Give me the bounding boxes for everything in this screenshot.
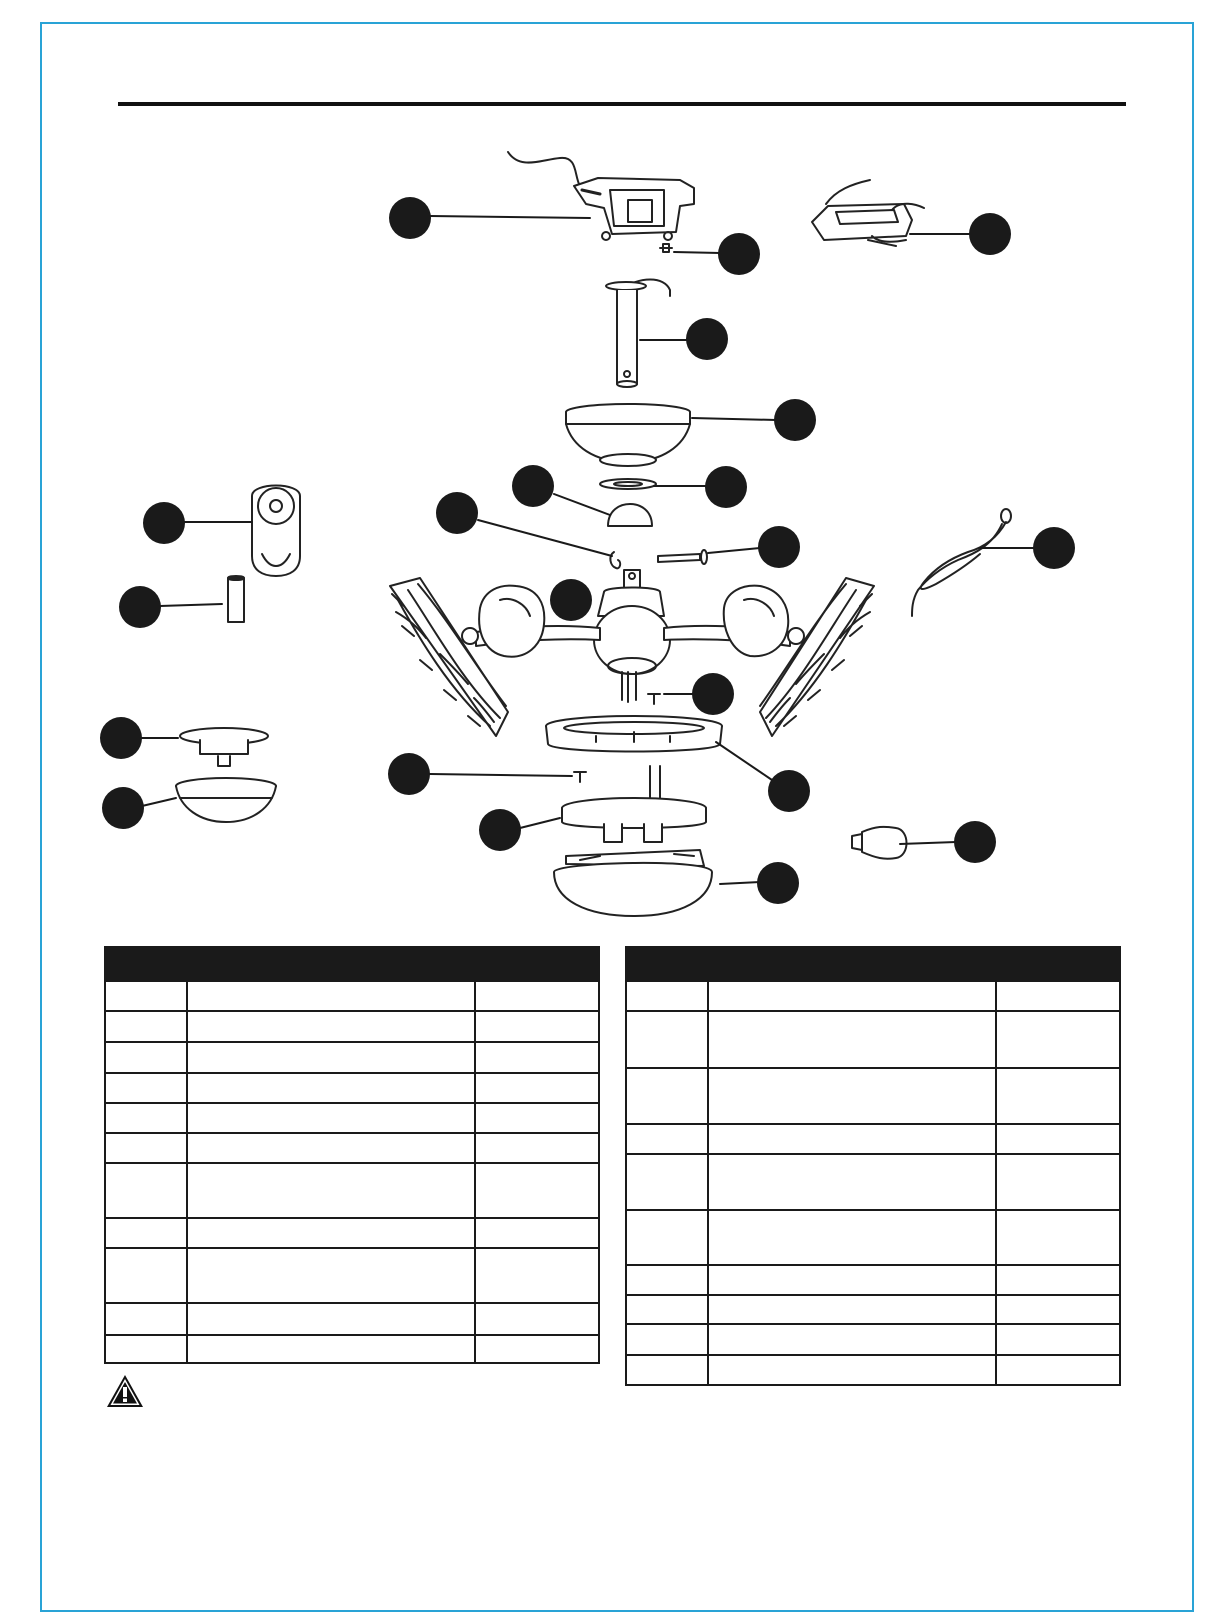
table-row: [106, 1217, 598, 1247]
table-row: [106, 1162, 598, 1217]
receiver-illustration: [812, 180, 924, 246]
housing-screw-illustration: [574, 772, 586, 782]
table-row: [627, 1067, 1119, 1123]
table-row: [627, 980, 1119, 1010]
parts-table-left-header: [106, 948, 598, 980]
table-row: [627, 1354, 1119, 1386]
table-row: [627, 1294, 1119, 1323]
parts-table-left: [104, 946, 600, 1364]
hanger-pin-illustration: [658, 550, 707, 564]
motor-screw-illustration: [648, 694, 660, 704]
table-row: [106, 1247, 598, 1302]
table-row: [106, 1102, 598, 1132]
glass-shade-illustration: [554, 850, 712, 916]
table-row: [627, 1123, 1119, 1153]
canopy-illustration: [566, 404, 690, 466]
downrod-illustration: [606, 280, 670, 388]
parts-table-right-header: [627, 948, 1119, 980]
close-mount-cover-illustration: [176, 778, 276, 822]
switch-housing-illustration: [546, 716, 722, 752]
table-row: [106, 1334, 598, 1364]
table-row: [106, 1010, 598, 1041]
remote-control-illustration: [252, 486, 300, 577]
table-row: [106, 1072, 598, 1102]
battery-illustration: [228, 576, 244, 622]
bracket-screw-illustration: [660, 244, 672, 252]
table-row: [106, 1302, 598, 1334]
table-row: [627, 1209, 1119, 1264]
table-row: [106, 1041, 598, 1072]
close-mount-adapter-illustration: [180, 728, 268, 766]
mounting-bracket-illustration: [508, 152, 694, 240]
safety-cable-illustration: [912, 509, 1011, 616]
canopy-ring-illustration: [600, 479, 656, 489]
table-row: [627, 1153, 1119, 1209]
warning-triangle-icon: [106, 1374, 144, 1408]
table-row: [106, 1132, 598, 1162]
light-bulb-illustration: [852, 827, 907, 859]
coupling-cover-illustration: [608, 504, 652, 526]
motor-housing-illustration: [476, 570, 790, 702]
clip-illustration: [610, 552, 620, 568]
table-row: [627, 1264, 1119, 1294]
table-row: [627, 1323, 1119, 1354]
table-row: [627, 1010, 1119, 1067]
parts-table-right: [625, 946, 1121, 1386]
light-kit-plate-illustration: [562, 766, 706, 842]
table-row: [106, 980, 598, 1010]
